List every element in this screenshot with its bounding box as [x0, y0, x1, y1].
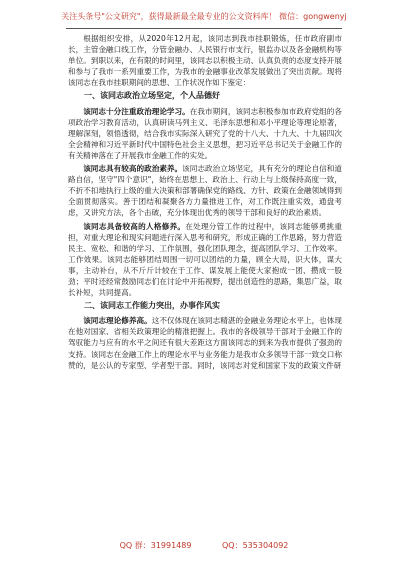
body-paragraph: [68, 106, 342, 161]
header-divider: [66, 28, 342, 29]
footer-qq-contact: QQ：535304092: [222, 541, 289, 550]
paragraph-lead: 该同志十分注重政治理论学习。: [83, 106, 190, 116]
paragraph-text: 根据组织安排，从2020年12月起，该同志到我市挂职锻炼，任市政府副市长，主管金融口线工作，分管金融办、人民银行市支行，银监办以及各金融机构等单位。到职以来，在有限的时间里，该同志以积极主动、认真负责的态度支持开展和参与了我市一系列重要工作，为我市的金融事业改革发展做出了突出贡献。现将该同志在我市挂职期间的思想、工作状况作如下鉴定：: [68, 34, 342, 88]
page-footer: [0, 540, 408, 551]
page-header-notice: 关注头条号"公文研究"，获得最新最全最专业的公文资料库！ 微信：gongwenyj: [61, 12, 347, 21]
footer-qq-group: QQ 群：31991489: [119, 541, 192, 550]
paragraph-lead: 该同志理论修养高。: [83, 316, 152, 326]
paragraph-text: 在处理分管工作的过程中，该同志能够勇挑重担，对重大理论和现实问题进行深入思考和研究，形成正确的工作思路，努力营造民主、宽松、和谐的学习、工作氛围，强化团队理念，提高团队学习、工作效率。工作效果。该同志能够团结周围一切可以团结的力量，顾全大局，识大体，谋大事，主动补台，从不斤斤计较在于工作、谋发展上能使大家抱成一团、攒成一股劲；平时还经常鼓励同志们在讨论中开拓视野，提出创造性的思路，集思广益，取长补短，共同提高。: [68, 221, 343, 298]
body-paragraph: [68, 221, 342, 299]
section-heading: [68, 90, 342, 101]
body-paragraph: [68, 315, 342, 370]
section-heading: [68, 300, 342, 311]
paragraph-lead: 该同志具有较高的政治素养。: [83, 164, 183, 174]
paragraph-text: 二、该同志工作能力突出，办事作风实: [84, 301, 220, 311]
paragraph-text: 在我市期间，该同志积极参加市政府党组的各项政治学习教育活动，认真研读马列主义、毛泽东思想和邓小平理论等理论原著，理解深刻，领悟透彻，结合我市实际深入研究了党的十八大、十九大、十九届四次全会精神和习近平新时代中国特色社会主义思想，把习近平总书记关于金融工作的有关精神落在了开展我市金融工作的实处。: [68, 106, 342, 160]
body-paragraph: [68, 33, 342, 88]
paragraph-text: 一、该同志政治立场坚定，个人品德好: [84, 91, 220, 101]
paragraph-text: 这不仅体现在该同志精湛的金融业务理论水平上，也体现在他对国家、省相关政策理论的精准把握上。我市的各级领导干部对于金融工作的驾驭能力与应有的水平之间还有很大差距这方面该同志的到来为我市提供了强劲的支持。该同志在金融工作上的理论水平与业务能力是我市众多领导干部一致交口称赞的，是公认的专家型、学者型干部。同时，该同志对党和国家下发的政策文件研: [68, 316, 342, 370]
document-body: [68, 33, 342, 371]
paragraph-lead: 该同志具备较高的人格修养。: [83, 221, 186, 231]
body-paragraph: [68, 163, 342, 218]
paragraph-text: 该同志政治立场坚定，具有充分的理论自信和道路自信，坚守"四个意识"，始终在思想上、政治上、行动上与上级保持高度一致，不折不扣地执行上级的重大决策和部署确保党的路线、方针、政策在金融领域得到全面贯彻落实。善于团结和凝聚各方力量推进工作，对工作既注重实效，通盘考虑，又讲究方法，各个击破，充分体现出优秀的领导干部和良好的政治素质。: [68, 164, 343, 218]
